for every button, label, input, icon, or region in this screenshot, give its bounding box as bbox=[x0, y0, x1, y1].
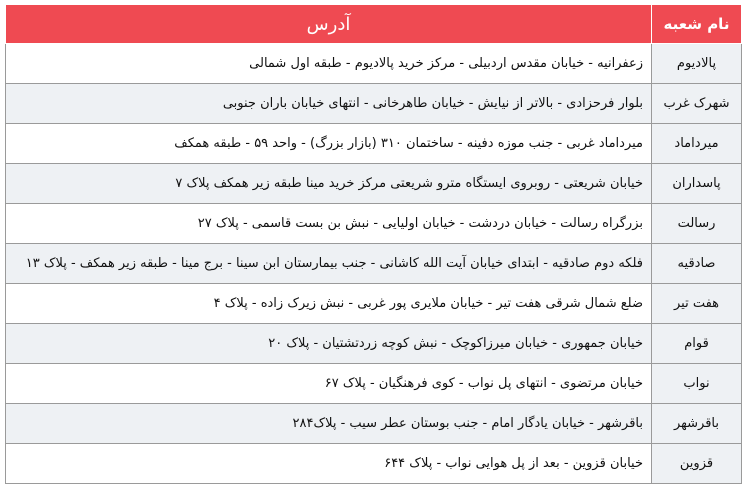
branch-address-cell: بزرگراه رسالت - خیابان دردشت - خیابان اولیایی - نبش بن بست قاسمی - پلاک ۲۷ bbox=[6, 204, 652, 244]
table-row bbox=[6, 444, 742, 484]
column-header-branch-name: نام شعبه bbox=[652, 5, 742, 44]
branch-name-cell: صادقیه bbox=[652, 244, 742, 284]
branch-name-cell: باقرشهر bbox=[652, 404, 742, 444]
branch-address-cell: زعفرانیه - خیابان مقدس اردبیلی - مرکز خرید پالادیوم - طبقه اول شمالی bbox=[6, 44, 652, 84]
table-row bbox=[6, 164, 742, 204]
branch-address-cell: خیابان جمهوری - خیابان میرزاکوچک - نبش کوچه زردتشتیان - پلاک ۲۰ bbox=[6, 324, 652, 364]
branch-address-cell: ضلع شمال شرقی هفت تیر - خیابان ملایری پور غربی - نبش زیرک زاده - پلاک ۴ bbox=[6, 284, 652, 324]
table-row bbox=[6, 204, 742, 244]
branch-address-cell: بلوار فرحزادی - بالاتر از نیایش - خیابان طاهرخانی - انتهای خیابان باران جنوبی bbox=[6, 84, 652, 124]
table-row bbox=[6, 124, 742, 164]
branches-table bbox=[5, 4, 742, 484]
branch-address-cell: خیابان شریعتی - روبروی ایستگاه مترو شریعتی مرکز خرید مینا طبقه زیر همکف پلاک ۷ bbox=[6, 164, 652, 204]
table-row bbox=[6, 284, 742, 324]
branch-name-cell: پاسداران bbox=[652, 164, 742, 204]
table-row bbox=[6, 324, 742, 364]
branch-address-cell: میرداماد غربی - جنب موزه دفینه - ساختمان ۳۱۰ (بازار بزرگ) - واحد ۵۹ - طبقه همکف bbox=[6, 124, 652, 164]
branch-name-cell: قوام bbox=[652, 324, 742, 364]
branch-name-cell: رسالت bbox=[652, 204, 742, 244]
branch-address-cell: فلکه دوم صادقیه - ابتدای خیابان آیت الله کاشانی - جنب بیمارستان ابن سینا - برج مینا - طبقه زیر همکف - پلاک ۱۳ bbox=[6, 244, 652, 284]
branch-name-cell: میرداماد bbox=[652, 124, 742, 164]
branch-name-cell: شهرک غرب bbox=[652, 84, 742, 124]
table-row bbox=[6, 404, 742, 444]
branch-address-cell: خیابان مرتضوی - انتهای پل نواب - کوی فرهنگیان - پلاک ۶۷ bbox=[6, 364, 652, 404]
table-row bbox=[6, 84, 742, 124]
table-row bbox=[6, 364, 742, 404]
table-row bbox=[6, 44, 742, 84]
branch-address-cell: باقرشهر - خیابان یادگار امام - جنب بوستان عطر سیب - پلاک۲۸۴ bbox=[6, 404, 652, 444]
branch-name-cell: پالادیوم bbox=[652, 44, 742, 84]
table-row bbox=[6, 244, 742, 284]
table-header-row bbox=[6, 5, 742, 44]
column-header-address: آدرس bbox=[6, 5, 652, 44]
branch-name-cell: قزوین bbox=[652, 444, 742, 484]
branch-name-cell: نواب bbox=[652, 364, 742, 404]
branch-name-cell: هفت تیر bbox=[652, 284, 742, 324]
branch-address-cell: خیابان قزوین - بعد از پل هوایی نواب - پلاک ۶۴۴ bbox=[6, 444, 652, 484]
branches-table-wrapper bbox=[5, 4, 741, 484]
